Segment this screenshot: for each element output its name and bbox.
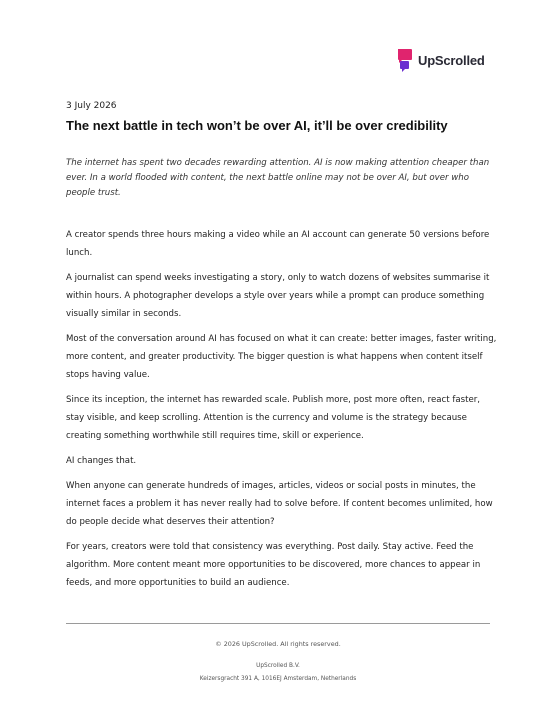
footer-copyright: © 2026 UpScrolled. All rights reserved.	[215, 640, 341, 648]
paragraph: Since its inception, the internet has rewarded scale. Publish more, post more often, react faster, stay visible, and keep scrolling. Attention is the currency and volume is the strategy because creating something worthwhile still requires time, skill or experience.	[66, 395, 481, 441]
footer-company: UpScrolled B.V.	[256, 663, 300, 669]
paragraph: For years, creators were told that consistency was everything. Post daily. Stay active. Feed the algorithm. More content meant more opportunities to be discovered, more chances to appear in feeds, and more opportunities to build an audience.	[66, 542, 481, 588]
article-intro: The internet has spent two decades rewarding attention. AI is now making attention cheaper than ever. In a world flooded with content, the next battle online may not be over AI, but over who people trust.	[66, 158, 490, 198]
footer-address: Keizersgracht 391 A, 1016EJ Amsterdam, Netherlands	[199, 676, 357, 682]
paragraph: When anyone can generate hundreds of images, articles, videos or social posts in minutes, the internet faces a problem it has never really had to solve before. If content becomes unlimited, how do people decide what deserves their attention?	[66, 481, 493, 527]
speech-bubble-logo-icon	[396, 47, 414, 73]
article-title: The next battle in tech won’t be over AI, it’ll be over credibility	[66, 118, 448, 133]
paragraph: A journalist can spend weeks investigating a story, only to watch dozens of websites summarise it within hours. A photographer develops a style over years while a prompt can produce something visually similar in seconds.	[66, 273, 490, 319]
brand-logo	[396, 47, 485, 73]
paragraph: AI changes that.	[66, 456, 137, 466]
article-date: 3 July 2026	[66, 101, 117, 111]
paragraph: A creator spends three hours making a video while an AI account can generate 50 versions before lunch.	[66, 230, 490, 258]
footer-divider	[66, 623, 490, 624]
paragraph: Most of the conversation around AI has focused on what it can create: better images, faster writing, more content, and greater productivity. The bigger question is what happens when content itself stops having value.	[66, 334, 497, 380]
article-body	[66, 226, 498, 599]
brand-name: UpScrolled	[418, 52, 485, 68]
